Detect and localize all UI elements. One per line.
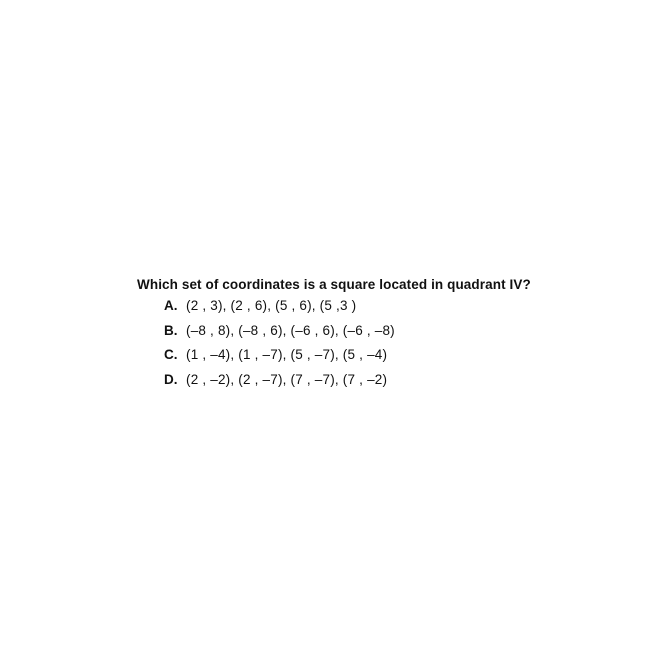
question-block [137, 277, 657, 396]
option-b-text: (–8 , 8), (–8 , 6), (–6 , 6), (–6 , –8) [186, 322, 395, 338]
answer-options [137, 298, 657, 396]
option-d[interactable] [164, 372, 657, 397]
option-a-letter: A. [164, 298, 178, 313]
option-b-letter: B. [164, 322, 178, 338]
option-d-letter: D. [164, 371, 178, 387]
option-c-letter: C. [164, 347, 178, 362]
option-b[interactable] [164, 323, 657, 348]
option-c-text: (1 , –4), (1 , –7), (5 , –7), (5 , –4) [186, 347, 388, 362]
option-a-text: (2 , 3), (2 , 6), (5 , 6), (5 ,3 ) [186, 298, 357, 313]
option-d-text: (2 , –2), (2 , –7), (7 , –7), (7 , –2) [186, 371, 388, 387]
option-a[interactable] [164, 298, 657, 323]
question-prompt: Which set of coordinates is a square located in quadrant IV? [137, 277, 531, 292]
option-c[interactable] [164, 347, 657, 372]
